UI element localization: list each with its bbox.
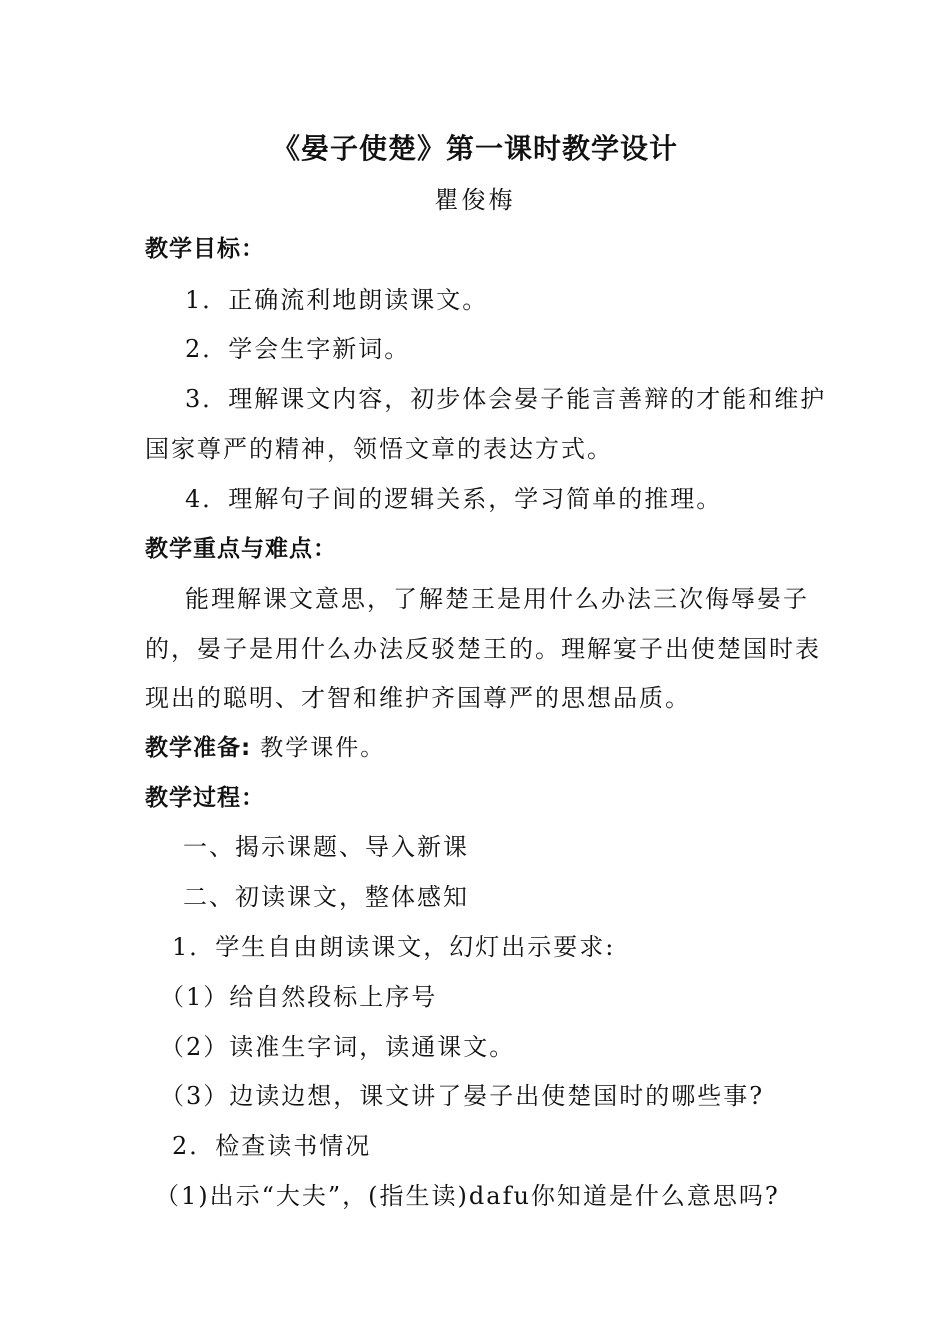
requirement-1: （1）给自然段标上序号 <box>160 983 438 1011</box>
objective-item-4: 4．理解句子间的逻辑关系，学习简单的推理。 <box>185 485 723 513</box>
page-title: 《晏子使楚》第一课时教学设计 <box>271 132 678 165</box>
objectives-heading: 教学目标： <box>145 236 265 262</box>
key-points-paragraph-line-3: 现出的聪明、才智和维护齐国尊严的思想品质。 <box>145 684 691 712</box>
objective-item-2: 2．学会生字新词。 <box>185 335 411 363</box>
key-points-paragraph-line-1: 能理解课文意思，了解楚王是用什么办法三次侮辱晏子 <box>185 585 809 613</box>
process-step-2: 二、初读课文，整体感知 <box>183 883 469 911</box>
objective-item-3-continued: 国家尊严的精神，领悟文章的表达方式。 <box>145 435 613 463</box>
process-step-1: 一、揭示课题、导入新课 <box>183 833 469 861</box>
preparation-heading: 教学准备: <box>145 735 252 761</box>
process-heading: 教学过程： <box>145 785 265 811</box>
objective-item-3: 3．理解课文内容，初步体会晏子能言善辩的才能和维护 <box>185 385 827 413</box>
preparation-value: 教学课件。 <box>260 735 386 761</box>
key-points-heading: 教学重点与难点： <box>145 536 337 562</box>
key-points-paragraph-line-2: 的，晏子是用什么办法反驳楚王的。理解宴子出使楚国时表 <box>145 635 821 663</box>
requirement-2: （2）读准生字词，读通课文。 <box>160 1033 516 1061</box>
check-item-1: （1)出示“大夫”，(指生读)dafu你知道是什么意思吗? <box>155 1182 780 1210</box>
requirement-3: （3）边读边想，课文讲了晏子出使楚国时的哪些事? <box>160 1082 765 1110</box>
process-substep-2: 2．检查读书情况 <box>172 1132 372 1160</box>
preparation-row <box>145 731 950 765</box>
author-name: 瞿俊梅 <box>434 186 516 214</box>
objective-item-1: 1．正确流利地朗读课文。 <box>185 286 489 314</box>
process-substep-1: 1．学生自由朗读课文，幻灯出示要求: <box>172 933 616 961</box>
